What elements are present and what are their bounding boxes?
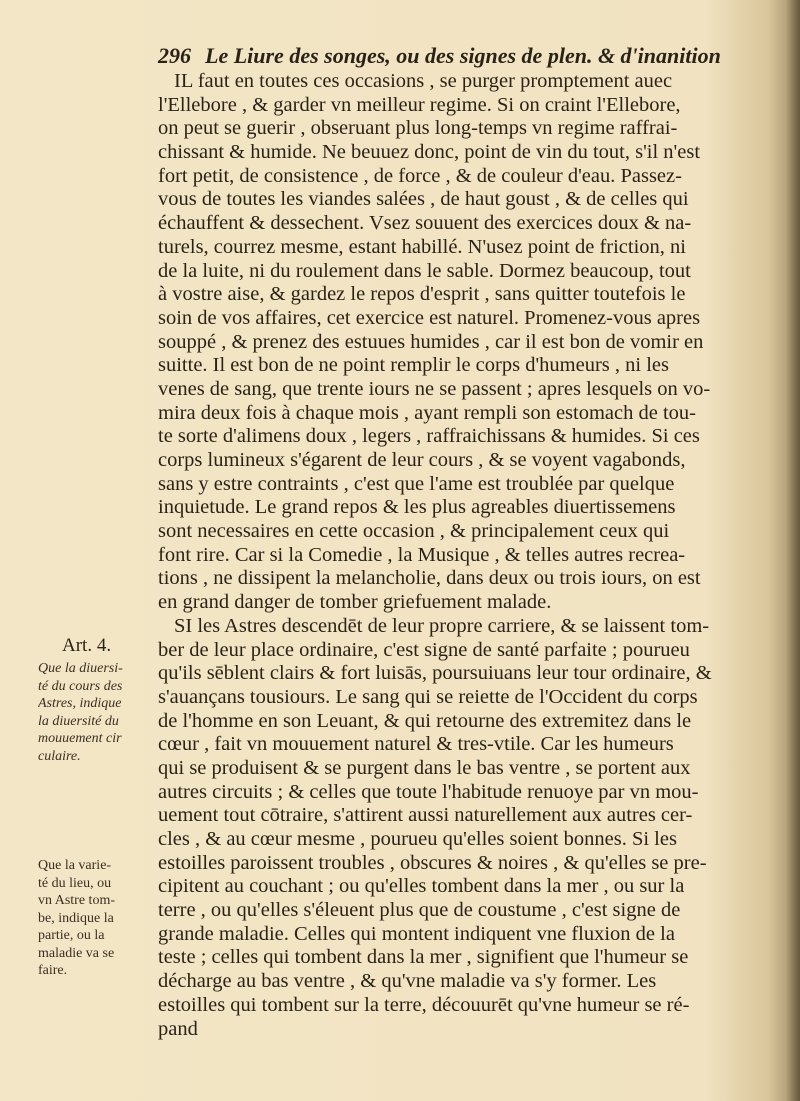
text-line: qui se produisent & se purgent dans le bas ventre , se portent aux [158,756,691,779]
text-line: turels, courrez mesme, estant habillé. N'usez point de friction, ni [158,235,686,258]
margin-note-line: partie, ou la [38,928,105,943]
text-line: s'auançans tousiours. Le sang qui se reiette de l'Occident du corps [158,685,698,708]
text-line: l'Ellebore , & garder vn meilleur regime. Si on craint l'Ellebore, [158,93,681,116]
running-title: Le Liure des songes, ou des signes de plen. & d'inanition [205,43,721,68]
text-line: sont necessaires en cette occasion , & principalement ceux qui [158,520,670,543]
margin-note-line: Que la diuersi- [38,661,123,676]
margin-note-line: vn Astre tom- [38,893,115,908]
margin-note-line: maladie va se [38,945,115,961]
text-line: uement tout cōtraire, s'attirent aussi naturellement aux autres cer- [158,804,693,827]
text-line: sans y estre contraints , c'est que l'ame est troublée par quelque [158,472,675,495]
text-line: teste ; celles qui tombent dans la mer , signifient que l'humeur se [158,946,689,969]
margin-note-line: mouuement cir [38,731,122,746]
text-line: fort petit, de consistence , de force , & de couleur d'eau. Passez- [158,164,682,187]
margin-note-line: té du lieu, ou [38,875,112,891]
page-gutter-shadow [786,0,800,1101]
text-line: ber de leur place ordinaire, c'est signe de santé parfaite ; pourueu [158,638,690,661]
text-line: font rire. Car si la Comedie , la Musique , & telles autres recrea- [158,543,686,566]
margin-note-line: la diuersité du [38,713,119,729]
text-line: corps lumineux s'égarent de leur cours , & se voyent vagabonds, [158,449,686,471]
text-line: IL faut en toutes ces occasions , se purger promptement auec [174,70,673,92]
margin-note-line: faire. [38,963,68,978]
margin-note-line: Astres, indique [38,696,122,711]
text-line: inquietude. Le grand repos & les plus agreables diuertissemens [158,496,676,519]
margin-note-variete [38,857,150,980]
text-line: estoilles qui tombent sur la terre, découurēt qu'vne humeur se ré- [158,993,690,1016]
text-line: pand [158,1017,198,1040]
text-line: cles , & au cœur mesme , pourueu qu'elles soient bonnes. Si les [158,828,677,850]
text-line: échauffent & dessechent. Vsez souuent des exercices doux & na- [158,212,692,235]
text-line: autres circuits ; & celles que toute l'habitude renuoye par vn mou- [158,780,699,803]
text-line: vous de toutes les viandes salées , de haut goust , & de celles qui [158,188,689,211]
margin-note-line: be, indique la [38,910,114,926]
text-line: estoilles paroissent troubles , obscures & noires , & qu'elles se pre- [158,851,707,874]
body-text [158,70,758,1041]
text-line: de l'homme en son Leuant, & qui retourne des extremitez dans le [158,709,692,732]
text-line: mira deux fois à chaque mois , ayant rempli son estomach de tou- [158,401,696,424]
text-line: te sorte d'alimens doux , legers , raffraichissans & humides. Si ces [158,425,700,448]
margin-note-line: culaire. [38,748,81,764]
text-line: à vostre aise, & gardez le repos d'esprit , sans quitter toutefois le [158,283,686,306]
text-line: décharge au bas ventre , & qu'vne maladie va s'y former. Les [158,970,657,993]
text-line: souppé , & prenez des estuues humides , car il est bon de vomir en [158,330,704,353]
text-line: chissant & humide. Ne beuuez donc, point de vin du tout, s'il n'est [158,141,701,164]
text-line: de la luite, ni du roulement dans le sable. Dormez beaucoup, tout [158,259,691,282]
page-header [158,42,758,70]
text-line: en grand danger de tomber griefuement malade. [158,591,552,614]
text-line: qu'ils sēblent clairs & fort luisās, poursuiuans leur tour ordinaire, & [158,662,712,685]
article-label: Art. 4. [62,635,112,656]
page-number: 296 [158,43,191,68]
text-line: suitte. Il est bon de ne point remplir le corps d'humeurs , ni les [158,354,669,377]
text-line: cipitent au couchant ; ou qu'elles tombent dans la mer , ou sur la [158,875,685,898]
text-line: terre , ou qu'elles s'éleuent plus que de coustume , c'est signe de [158,899,681,922]
text-line: venes de sang, que trente iours ne se passent ; apres lesquels on vo- [158,377,711,400]
text-line: cœur , fait vn mouuement naturel & tres-vtile. Car les humeurs [158,733,674,756]
text-line: SI les Astres descendēt de leur propre carriere, & se laissent tom- [174,614,710,637]
margin-note-line: té du cours des [38,678,123,694]
text-line: on peut se guerir , obseruant plus long-temps vn regime raffrai- [158,117,678,140]
margin-note-line: Que la varie- [38,858,112,873]
text-line: soin de vos affaires, cet exercice est naturel. Promenez-vous apres [158,306,701,329]
text-line: grande maladie. Celles qui montent indiquent vne fluxion de la [158,922,675,945]
margin-note-diuersite [38,660,150,765]
text-line: tions , ne dissipent la melancholie, dans deux ou trois iours, on est [158,567,701,590]
